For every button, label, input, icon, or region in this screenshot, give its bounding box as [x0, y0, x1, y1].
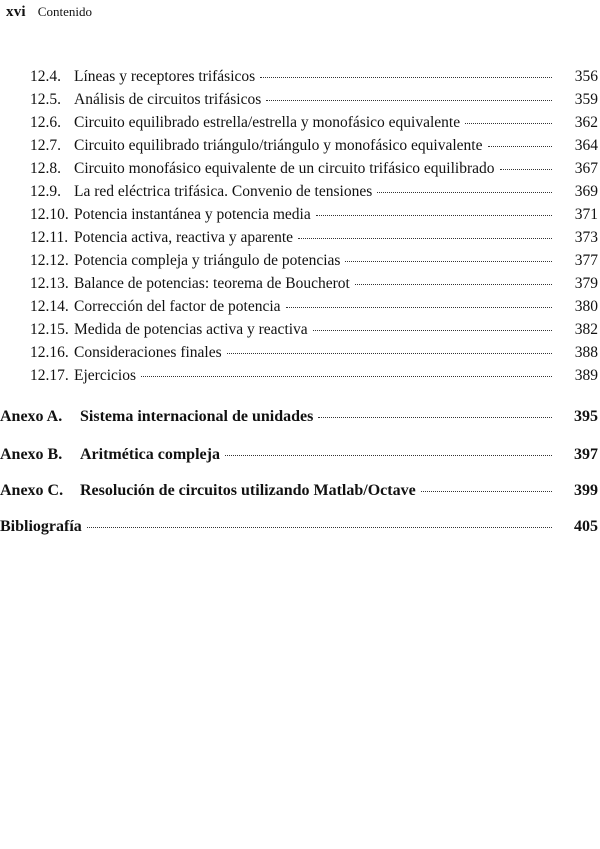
dot-leader [318, 417, 552, 418]
toc-entry-title: Análisis de circuitos trifásicos [74, 91, 262, 108]
toc-entry-page: 371 [574, 206, 598, 223]
toc-entry-number: 12.17. [30, 367, 69, 384]
toc-bibliography-title: Bibliografía [0, 518, 82, 535]
toc-entry-title: Circuito equilibrado triángulo/triángulo y monofásico equivalente [74, 137, 483, 154]
toc-entry[interactable] [0, 183, 600, 205]
toc-annex-page: 399 [574, 482, 598, 499]
toc-entry[interactable] [0, 114, 600, 136]
toc-entry[interactable] [0, 321, 600, 343]
toc-bibliography-entry[interactable] [0, 518, 600, 540]
dot-leader [345, 261, 552, 262]
toc-entry-title: Potencia instantánea y potencia media [74, 206, 311, 223]
dot-leader [266, 100, 552, 101]
toc-annex-page: 395 [574, 408, 598, 425]
toc-entry-page: 356 [574, 68, 598, 85]
toc-bibliography-page: 405 [574, 518, 598, 535]
toc-entry-title: Potencia activa, reactiva y aparente [74, 229, 294, 246]
dot-leader [141, 376, 552, 377]
dot-leader [225, 455, 552, 456]
toc-entry[interactable] [0, 367, 600, 389]
toc-entry-number: 12.7. [30, 137, 61, 154]
toc-entry-number: 12.16. [30, 344, 69, 361]
dot-leader [355, 284, 552, 285]
toc-entry-title: Consideraciones finales [74, 344, 222, 361]
toc-entry-number: 12.10. [30, 206, 69, 223]
toc-annex-title: Resolución de circuitos utilizando Matlab/Octave [80, 482, 416, 499]
toc-entry-number: 12.14. [30, 298, 69, 315]
running-header [6, 4, 92, 21]
toc-annex-entry[interactable] [0, 408, 600, 430]
dot-leader [286, 307, 552, 308]
dot-leader [377, 192, 552, 193]
toc-entry-page: 364 [574, 137, 598, 154]
header-title: Contenido [37, 4, 92, 19]
toc-entry-number: 12.4. [30, 68, 61, 85]
toc-entry-page: 388 [574, 344, 598, 361]
toc-entry[interactable] [0, 137, 600, 159]
dot-leader [500, 169, 552, 170]
toc-annex-entry[interactable] [0, 446, 600, 468]
toc-annex-page: 397 [574, 446, 598, 463]
toc-entry-title: La red eléctrica trifásica. Convenio de tensiones [74, 183, 373, 200]
toc-entry-number: 12.5. [30, 91, 61, 108]
toc-entry-page: 373 [574, 229, 598, 246]
toc-entry-number: 12.8. [30, 160, 61, 177]
toc-entry-title: Ejercicios [74, 367, 136, 384]
toc-entry-page: 362 [574, 114, 598, 131]
toc-entry-number: 12.6. [30, 114, 61, 131]
toc-entry-title: Potencia compleja y triángulo de potencias [74, 252, 341, 269]
toc-entry-number: 12.13. [30, 275, 69, 292]
toc-entry-title: Líneas y receptores trifásicos [74, 68, 256, 85]
toc-entry-title: Circuito monofásico equivalente de un circuito trifásico equilibrado [74, 160, 495, 177]
toc-entry-page: 389 [574, 367, 598, 384]
toc-entry-page: 367 [574, 160, 598, 177]
dot-leader [316, 215, 552, 216]
toc-entry[interactable] [0, 206, 600, 228]
toc-entry-page: 380 [574, 298, 598, 315]
toc-entry-page: 369 [574, 183, 598, 200]
dot-leader [227, 353, 552, 354]
dot-leader [313, 330, 552, 331]
toc-entry-number: 12.11. [30, 229, 69, 246]
toc-entry-title: Balance de potencias: teorema de Boucherot [74, 275, 350, 292]
toc-entry-title: Medida de potencias activa y reactiva [74, 321, 308, 338]
toc-annex-entry[interactable] [0, 482, 600, 504]
toc-entry-page: 382 [574, 321, 598, 338]
dot-leader [298, 238, 552, 239]
toc-annex-label: Anexo B. [0, 446, 63, 463]
toc-entry-number: 12.9. [30, 183, 61, 200]
toc-entry[interactable] [0, 229, 600, 251]
toc-annex-label: Anexo C. [0, 482, 64, 499]
toc-entry[interactable] [0, 298, 600, 320]
toc-entry-number: 12.15. [30, 321, 69, 338]
dot-leader [421, 491, 552, 492]
toc-annex-label: Anexo A. [0, 408, 63, 425]
toc-entry-number: 12.12. [30, 252, 69, 269]
toc-annex-title: Sistema internacional de unidades [80, 408, 314, 425]
toc-entry-title: Circuito equilibrado estrella/estrella y monofásico equivalente [74, 114, 461, 131]
toc-entry-title: Corrección del factor de potencia [74, 298, 281, 315]
toc-entry[interactable] [0, 160, 600, 182]
toc-entry[interactable] [0, 91, 600, 113]
toc-entry[interactable] [0, 275, 600, 297]
toc-entry[interactable] [0, 344, 600, 366]
toc-entry-page: 359 [574, 91, 598, 108]
header-page-number: xvi [6, 4, 26, 20]
toc-entry-page: 379 [574, 275, 598, 292]
toc-annex-title: Aritmética compleja [80, 446, 220, 463]
dot-leader [260, 77, 552, 78]
dot-leader [465, 123, 552, 124]
dot-leader [488, 146, 553, 147]
dot-leader [87, 527, 552, 528]
toc-entry-page: 377 [574, 252, 598, 269]
toc-entry[interactable] [0, 252, 600, 274]
toc-entry[interactable] [0, 68, 600, 90]
